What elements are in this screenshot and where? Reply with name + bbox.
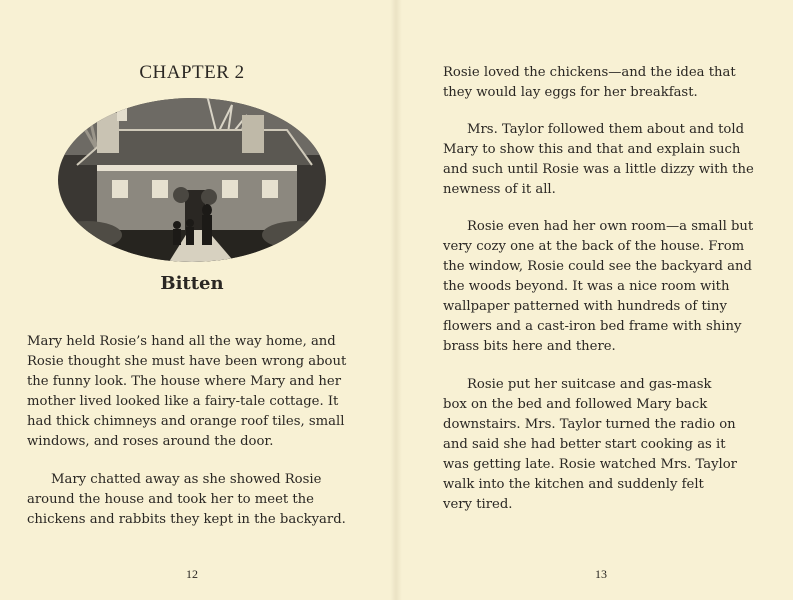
text-line: and such until Rosie was a little dizzy with the [443, 162, 754, 177]
text-line: Mrs. Taylor followed them about and told [467, 122, 745, 137]
text-line: had thick chimneys and orange roof tiles, small [27, 414, 345, 429]
text-line: Rosie put her suitcase and gas-mask [467, 377, 712, 392]
text-line: they would lay eggs for her breakfast. [443, 85, 698, 100]
text-line: was getting late. Rosie watched Mrs. Taylor [443, 457, 737, 472]
chapter-label: CHAPTER 2 [139, 62, 245, 83]
cottage-illustration [57, 95, 327, 265]
text-line: around the house and took her to meet the [27, 492, 314, 507]
text-line: Mary to show this and that and explain such [443, 142, 741, 157]
text-line: very tired. [443, 497, 513, 512]
text-line: wallpaper patterned with hundreds of tiny [443, 299, 727, 314]
left-page [0, 0, 396, 600]
text-line: the woods beyond. It was a nice room with [443, 279, 730, 294]
text-line: walk into the kitchen and suddenly felt [443, 477, 704, 492]
text-line: chickens and rabbits they kept in the backyard. [27, 512, 346, 527]
text-line: box on the bed and followed Mary back [443, 397, 708, 412]
right-paragraph-3 [443, 217, 753, 357]
text-line: windows, and roses around the door. [27, 434, 274, 449]
page-number-left: 12 [186, 567, 198, 581]
text-line: Mary chatted away as she showed Rosie [51, 472, 322, 487]
text-line: mother lived looked like a fairy-tale cottage. It [27, 394, 339, 409]
text-line: Mary held Rosie’s hand all the way home, and [27, 334, 336, 349]
left-paragraph-1 [27, 332, 346, 452]
right-paragraph-1 [443, 63, 736, 103]
text-line: and said she had better start cooking as it [443, 437, 726, 452]
left-paragraph-2 [27, 470, 346, 530]
text-line: Rosie even had her own room—a small but [467, 219, 754, 234]
right-paragraph-2 [443, 120, 754, 200]
right-page [396, 0, 793, 600]
text-line: the funny look. The house where Mary and her [27, 374, 342, 389]
text-line: downstairs. Mrs. Taylor turned the radio on [443, 417, 736, 432]
chapter-title: Bitten [160, 273, 224, 294]
page-number-right: 13 [595, 567, 607, 581]
right-paragraph-4 [443, 375, 737, 515]
text-line: newness of it all. [443, 182, 556, 197]
text-line: brass bits here and there. [443, 339, 616, 354]
text-line: very cozy one at the back of the house. From [443, 239, 745, 254]
text-line: flowers and a cast-iron bed frame with shiny [443, 319, 742, 334]
text-line: Rosie thought she must have been wrong about [27, 354, 347, 369]
text-line: Rosie loved the chickens—and the idea that [443, 65, 736, 80]
text-line: the window, Rosie could see the backyard and [443, 259, 752, 274]
